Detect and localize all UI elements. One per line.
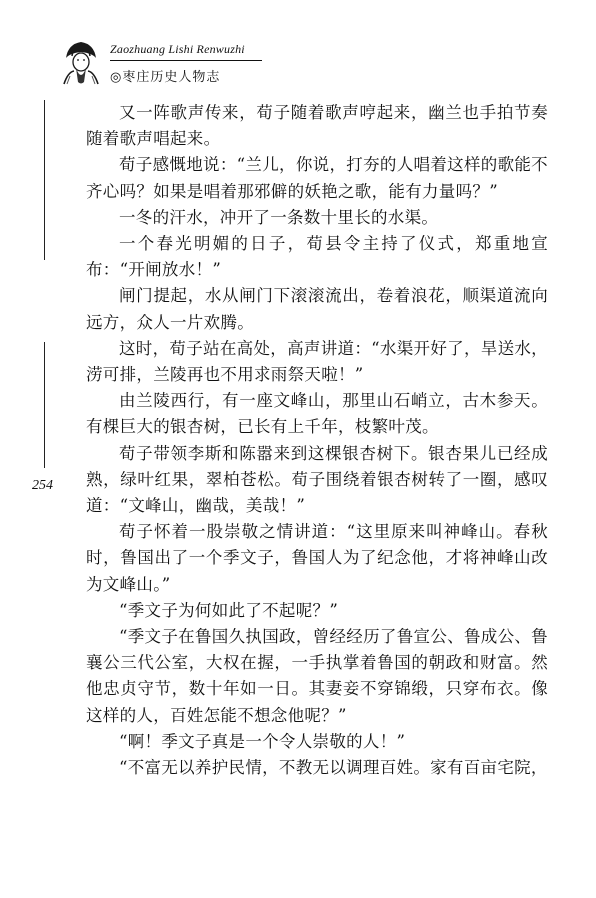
header-title-en: Zaozhuang Lishi Renwuzhi <box>110 42 245 56</box>
paragraph: “季文子在鲁国久执国政，曾经经历了鲁宣公、鲁成公、鲁襄公三代公室，大权在握，一手执掌着鲁国的朝政和财富。然他忠贞守节，数十年如一日。其妻妾不穿锦缎，只穿布衣。像这样的人，百姓怎能不想念他呢？” <box>86 627 548 725</box>
paragraph: 由兰陵西行，有一座文峰山，那里山石峭立，古木参天。有棵巨大的银杏树，已长有上千年，枝繁叶茂。 <box>86 391 548 437</box>
margin-rule-middle <box>44 342 45 468</box>
paragraph: “不富无以养护民情，不教无以调理百姓。家有百亩宅院， <box>119 758 548 778</box>
paragraph: 一个春光明媚的日子，荀县令主持了仪式，郑重地宣布：“开闸放水！” <box>86 234 548 280</box>
paragraph: “啊！季文子真是一个令人崇敬的人！” <box>119 731 406 751</box>
page-number: 254 <box>32 478 53 493</box>
margin-rule-top <box>44 100 45 260</box>
header-title-cn: ◎枣庄历史人物志 <box>110 70 221 85</box>
paragraph: “季文子为何如此了不起呢？” <box>119 600 339 620</box>
paragraph: 闸门提起，水从闸门下滚滚流出，卷着浪花，顺渠道流向远方，众人一片欢腾。 <box>86 286 548 332</box>
paragraph: 又一阵歌声传来，荀子随着歌声哼起来，幽兰也手拍节奏随着歌声唱起来。 <box>86 103 548 149</box>
paragraph: 一冬的汗水，冲开了一条数十里长的水渠。 <box>119 207 439 227</box>
body-text <box>86 100 548 781</box>
paragraph: 荀子怀着一股崇敬之情讲道：“这里原来叫神峰山。春秋时，鲁国出了一个季文子，鲁国人为了纪念他，才将神峰山改为文峰山。” <box>86 522 548 594</box>
paragraph: 荀子感慨地说：“兰儿，你说，打夯的人唱着这样的歌能不齐心吗？如果是唱着那邪僻的妖艳之歌，能有力量吗？” <box>86 155 548 201</box>
paragraph: 荀子带领李斯和陈嚣来到这棵银杏树下。银杏果儿已经成熟，绿叶红果，翠柏苍松。荀子围绕着银杏树转了一圈，感叹道：“文峰山，幽哉，美哉！” <box>86 443 548 516</box>
scholar-portrait-icon <box>60 38 102 86</box>
paragraph: 这时，荀子站在高处，高声讲道：“水渠开好了，旱送水，涝可排，兰陵再也不用求雨祭天啦！” <box>86 338 548 385</box>
running-header <box>60 38 265 88</box>
header-rule <box>110 60 262 61</box>
